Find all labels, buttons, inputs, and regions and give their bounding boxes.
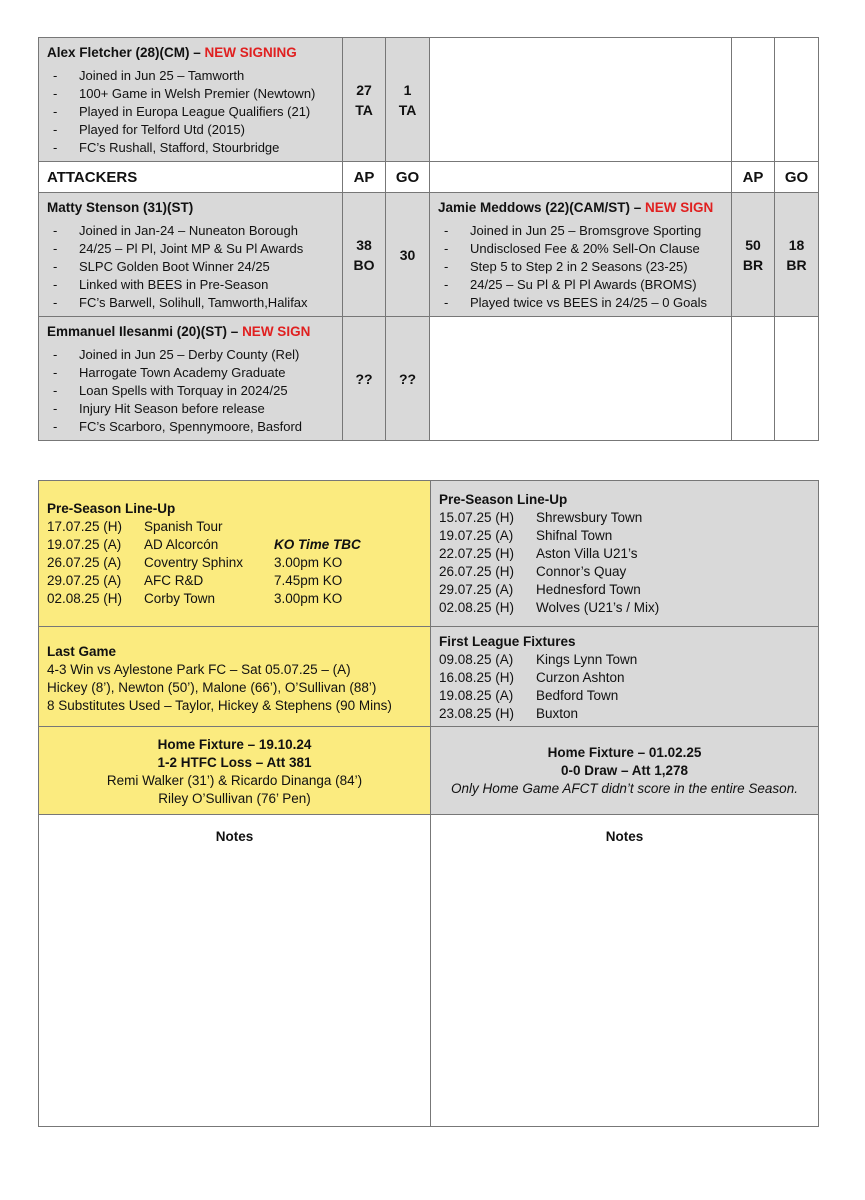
notes-row bbox=[39, 815, 819, 1127]
player-card-stenson bbox=[39, 193, 343, 317]
preseason-row bbox=[39, 481, 819, 627]
fixture-row: 19.07.25 (A) Shifnal Town bbox=[439, 528, 613, 543]
fixture-row: 26.07.25 (A) Coventry Sphinx 3.00pm KO bbox=[47, 555, 343, 570]
goals-cell: ?? bbox=[386, 317, 430, 441]
go-header: GO bbox=[386, 162, 430, 193]
last-game-row bbox=[39, 627, 819, 727]
ap-header: AP bbox=[343, 162, 386, 193]
player-bullets bbox=[39, 67, 342, 161]
home-fixture-row bbox=[39, 727, 819, 815]
section-title: First League Fixtures bbox=[439, 634, 576, 649]
player-bullets bbox=[430, 222, 731, 316]
section-title: Home Fixture – 01.02.25 bbox=[547, 745, 702, 760]
bullet: - 100+ Game in Welsh Premier (Newtown) bbox=[53, 85, 342, 103]
section-title: Pre-Season Line-Up bbox=[47, 501, 176, 516]
section-title: Last Game bbox=[47, 644, 117, 659]
section-title: Home Fixture – 19.10.24 bbox=[157, 737, 312, 752]
bullet: - Played twice vs BEES in 24/25 – 0 Goals bbox=[444, 294, 731, 312]
player-bullets bbox=[39, 346, 342, 440]
bullet: - 24/25 – Pl Pl, Joint MP & Su Pl Awards bbox=[53, 240, 342, 258]
bullet: - SLPC Golden Boot Winner 24/25 bbox=[53, 258, 342, 276]
fixture-row: 29.07.25 (A) Hednesford Town bbox=[439, 582, 641, 597]
player-name: Matty Stenson (31)(ST) bbox=[47, 200, 194, 215]
attackers-header-row bbox=[39, 162, 819, 193]
bullet: - Linked with BEES in Pre-Season bbox=[53, 276, 342, 294]
notes-title: Notes bbox=[215, 829, 254, 844]
fixture-row: 19.08.25 (A) Bedford Town bbox=[439, 688, 619, 703]
player-card-fletcher bbox=[39, 38, 343, 162]
player-card-meddows bbox=[430, 193, 732, 317]
player-row-ilesanmi bbox=[39, 317, 819, 441]
last-game-line: 4-3 Win vs Aylestone Park FC – Sat 05.07.25 – (A) bbox=[47, 662, 351, 677]
fixture-row: 22.07.25 (H) Aston Villa U21’s bbox=[439, 546, 638, 561]
section-label: ATTACKERS bbox=[39, 162, 343, 193]
fixture-note: Only Home Game AFCT didn’t score in the entire Season. bbox=[451, 781, 798, 796]
last-game-line: 8 Substitutes Used – Taylor, Hickey & Stephens (90 Mins) bbox=[47, 698, 392, 713]
home-fixture-left-card bbox=[39, 727, 431, 815]
section-title: Pre-Season Line-Up bbox=[439, 492, 568, 507]
fixture-row: 29.07.25 (A) AFC R&D 7.45pm KO bbox=[47, 573, 343, 588]
bullet: - Injury Hit Season before release bbox=[53, 400, 342, 418]
result-line: 0-0 Draw – Att 1,278 bbox=[560, 763, 689, 778]
empty-cell bbox=[775, 317, 819, 441]
player-row-stenson-meddows bbox=[39, 193, 819, 317]
player-card-ilesanmi bbox=[39, 317, 343, 441]
last-game-card bbox=[39, 627, 431, 727]
bullet: - Joined in Jun 25 – Tamworth bbox=[53, 67, 342, 85]
last-game-line: Hickey (8’), Newton (50’), Malone (66’), O’Sullivan (88’) bbox=[47, 680, 377, 695]
home-preseason-card bbox=[39, 481, 431, 627]
home-fixture-right-card bbox=[431, 727, 819, 815]
fixture-row: 15.07.25 (H) Shrewsbury Town bbox=[439, 510, 643, 525]
notes-left bbox=[39, 815, 431, 1127]
empty-cell bbox=[732, 317, 775, 441]
goals-cell: 30 bbox=[386, 193, 430, 317]
appearances-cell: 50 BR bbox=[732, 193, 775, 317]
bullet: - FC’s Barwell, Solihull, Tamworth,Halifax bbox=[53, 294, 342, 312]
empty-cell bbox=[430, 38, 732, 162]
league-fixtures-card bbox=[431, 627, 819, 727]
fixture-row: 02.08.25 (H) Corby Town 3.00pm KO bbox=[47, 591, 343, 606]
scorers-line: Remi Walker (31’) & Ricardo Dinanga (84’) bbox=[106, 773, 363, 788]
bullet: - Played for Telford Utd (2015) bbox=[53, 121, 342, 139]
player-row-fletcher bbox=[39, 38, 819, 162]
bullet: - Step 5 to Step 2 in 2 Seasons (23-25) bbox=[444, 258, 731, 276]
go-header: GO bbox=[775, 162, 819, 193]
player-name: Alex Fletcher (28)(CM) – NEW SIGNING bbox=[47, 45, 297, 60]
fixture-row: 16.08.25 (H) Curzon Ashton bbox=[439, 670, 625, 685]
appearances-cell: 38 BO bbox=[343, 193, 386, 317]
bullet: - Joined in Jun 25 – Derby County (Rel) bbox=[53, 346, 342, 364]
bullet: - Harrogate Town Academy Graduate bbox=[53, 364, 342, 382]
empty-cell bbox=[732, 38, 775, 162]
fixture-row: 19.07.25 (A) AD Alcorcón KO Time TBC bbox=[47, 537, 361, 552]
away-preseason-card bbox=[431, 481, 819, 627]
player-name: Emmanuel Ilesanmi (20)(ST) – NEW SIGN bbox=[47, 324, 311, 339]
bullet: - Undisclosed Fee & 20% Sell-On Clause bbox=[444, 240, 731, 258]
result-line: 1-2 HTFC Loss – Att 381 bbox=[157, 755, 312, 770]
fixture-row: 17.07.25 (H) Spanish Tour bbox=[47, 519, 223, 534]
empty-cell bbox=[430, 317, 732, 441]
appearances-cell: 27 TA bbox=[343, 38, 386, 162]
empty-cell bbox=[775, 38, 819, 162]
appearances-cell: ?? bbox=[343, 317, 386, 441]
goals-cell: 1 TA bbox=[386, 38, 430, 162]
fixture-row: 26.07.25 (H) Connor’s Quay bbox=[439, 564, 627, 579]
bullet: - Joined in Jun 25 – Bromsgrove Sporting bbox=[444, 222, 731, 240]
bullet: - Played in Europa League Qualifiers (21) bbox=[53, 103, 342, 121]
bullet: - Joined in Jan-24 – Nuneaton Borough bbox=[53, 222, 342, 240]
fixture-row: 02.08.25 (H) Wolves (U21’s / Mix) bbox=[439, 600, 660, 615]
new-signing-tag: NEW SIGN bbox=[242, 324, 311, 339]
players-table bbox=[38, 37, 819, 441]
new-signing-tag: NEW SIGNING bbox=[204, 45, 297, 60]
fixture-row: 23.08.25 (H) Buxton bbox=[439, 706, 579, 721]
goals-cell: 18 BR bbox=[775, 193, 819, 317]
ap-header: AP bbox=[732, 162, 775, 193]
notes-title: Notes bbox=[605, 829, 644, 844]
fixture-row: 09.08.25 (A) Kings Lynn Town bbox=[439, 652, 638, 667]
bullet: - FC’s Scarboro, Spennymoore, Basford bbox=[53, 418, 342, 436]
bullet: - 24/25 – Su Pl & Pl Pl Awards (BROMS) bbox=[444, 276, 731, 294]
player-name: Jamie Meddows (22)(CAM/ST) – NEW SIGN bbox=[438, 200, 714, 215]
scorers-line: Riley O’Sullivan (76’ Pen) bbox=[158, 791, 311, 806]
bullet: - Loan Spells with Torquay in 2024/25 bbox=[53, 382, 342, 400]
empty-cell bbox=[430, 162, 732, 193]
player-bullets bbox=[39, 222, 342, 316]
fixtures-table bbox=[38, 480, 819, 1127]
bullet: - FC’s Rushall, Stafford, Stourbridge bbox=[53, 139, 342, 157]
notes-right bbox=[431, 815, 819, 1127]
new-signing-tag: NEW SIGN bbox=[645, 200, 714, 215]
